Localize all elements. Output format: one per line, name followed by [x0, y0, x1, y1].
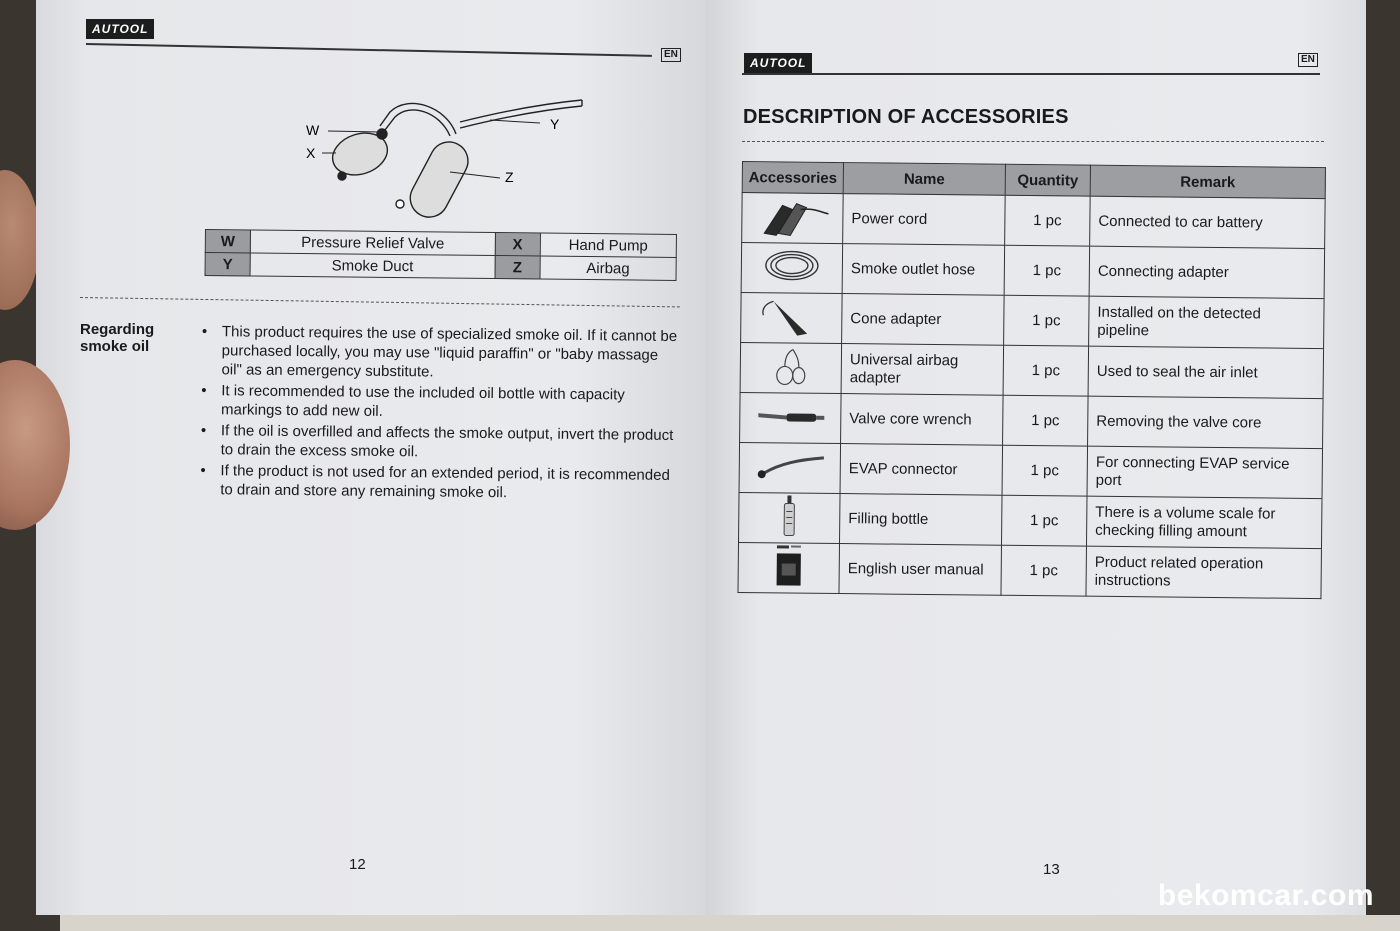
- header-rule-right: [742, 73, 1320, 75]
- brand-logo-right: AUTOOL: [744, 53, 812, 73]
- language-tag-left: EN: [661, 48, 681, 62]
- diagram-label-y: Y: [550, 116, 560, 132]
- accessory-quantity: 1 pc: [1001, 495, 1087, 546]
- list-item: • This product requires the use of specialized smoke oil. If it cannot be purchased locally, you may use "liquid paraffin" or "baby massage oil" as an emergency substitute.: [199, 322, 680, 384]
- table-row: [740, 392, 1323, 448]
- smoke-machine-diagram: [300, 92, 600, 222]
- list-item: • It is recommended to use the included oil bottle with capacity markings to add new oil.: [199, 381, 679, 424]
- accessory-name: Valve core wrench: [841, 394, 1004, 446]
- table-row: [739, 442, 1322, 498]
- accessory-quantity: 1 pc: [1002, 445, 1088, 496]
- site-watermark: bekomcar.com: [1157, 879, 1374, 912]
- accessory-name: Universal airbag adapter: [841, 344, 1004, 396]
- column-header-accessories: Accessories: [742, 162, 843, 194]
- accessory-remark: Used to seal the air inlet: [1088, 346, 1324, 398]
- accessory-remark: For connecting EVAP service port: [1087, 446, 1323, 498]
- column-header-name: Name: [843, 163, 1005, 196]
- accessory-name: Smoke outlet hose: [842, 244, 1005, 296]
- accessory-name: Filling bottle: [839, 494, 1002, 546]
- power-cord-clamps-icon: [752, 193, 832, 238]
- page-number-right: 13: [1043, 861, 1060, 878]
- list-item: • If the product is not used for an extended period, it is recommended to drain and store any remaining smoke oil.: [198, 461, 678, 504]
- page-number-left: 12: [349, 856, 366, 873]
- finger-holding-booklet: [0, 170, 40, 310]
- accessory-name: Cone adapter: [842, 294, 1005, 346]
- accessory-quantity: 1 pc: [1001, 545, 1087, 596]
- smoke-oil-notes: [198, 322, 680, 506]
- table-row: [741, 243, 1324, 299]
- airbag-adapter-icon: [751, 343, 831, 388]
- accessory-quantity: 1 pc: [1003, 345, 1089, 396]
- table-row: [741, 292, 1324, 348]
- accessory-name: EVAP connector: [840, 444, 1003, 496]
- page-title: DESCRIPTION OF ACCESSORIES: [743, 106, 1069, 128]
- accessory-remark: Installed on the detected pipeline: [1089, 296, 1325, 348]
- table-row: [205, 253, 676, 281]
- diagram-label-x: X: [306, 145, 316, 161]
- language-tag-right: EN: [1298, 53, 1318, 67]
- part-code: X: [495, 233, 540, 256]
- parts-legend-table: [205, 229, 677, 281]
- accessory-quantity: 1 pc: [1003, 395, 1089, 446]
- user-manual-icon: [749, 543, 829, 588]
- filling-bottle-icon: [749, 493, 829, 538]
- column-header-quantity: Quantity: [1005, 164, 1090, 196]
- airbag-cylinder: [404, 135, 475, 222]
- accessory-quantity: 1 pc: [1004, 295, 1090, 346]
- coiled-hose-icon: [752, 243, 832, 288]
- accessory-remark: Connected to car battery: [1090, 196, 1326, 248]
- part-code: Z: [495, 256, 540, 279]
- table-row: [739, 492, 1322, 548]
- accessories-table: [737, 161, 1325, 599]
- table-row: [740, 342, 1323, 398]
- table-row: [738, 542, 1321, 598]
- cone-adapter-icon: [751, 293, 831, 338]
- table-row: [742, 193, 1325, 249]
- accessory-remark: There is a volume scale for checking filling amount: [1086, 496, 1322, 548]
- valve-core-wrench-icon: [750, 393, 830, 438]
- list-item: • If the oil is overfilled and affects the smoke output, invert the product to drain the excess smoke oil.: [199, 421, 679, 464]
- part-name: Pressure Relief Valve: [250, 230, 495, 256]
- brand-logo-left: AUTOOL: [86, 19, 154, 39]
- accessory-remark: Product related operation instructions: [1086, 546, 1322, 598]
- smoke-duct-tube: [460, 100, 582, 122]
- part-code: Y: [205, 253, 250, 276]
- accessory-name: English user manual: [839, 544, 1002, 596]
- accessory-quantity: 1 pc: [1005, 195, 1091, 246]
- evap-connector-icon: [750, 443, 830, 488]
- section-divider-right: [742, 141, 1324, 142]
- part-name: Hand Pump: [540, 233, 676, 257]
- section-label: Regarding smoke oil: [80, 321, 155, 355]
- accessory-name: Power cord: [843, 194, 1006, 246]
- column-header-remark: Remark: [1090, 165, 1325, 198]
- part-code: W: [205, 230, 250, 253]
- accessory-quantity: 1 pc: [1004, 245, 1090, 296]
- accessory-remark: Removing the valve core: [1088, 396, 1324, 448]
- accessory-remark: Connecting adapter: [1089, 246, 1325, 298]
- background-paper-edge: [60, 915, 1400, 931]
- part-name: Smoke Duct: [250, 253, 495, 279]
- diagram-label-w: W: [306, 122, 320, 138]
- diagram-label-z: Z: [505, 169, 514, 185]
- part-name: Airbag: [540, 256, 676, 280]
